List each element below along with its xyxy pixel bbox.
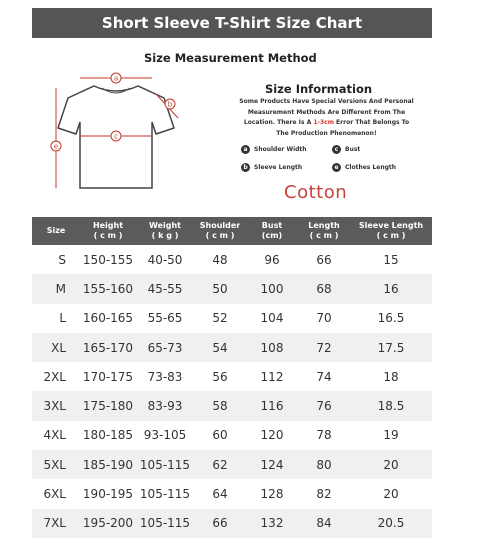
table-cell: 62	[212, 457, 228, 472]
column-header: Height ( c m )	[92, 221, 124, 240]
size-cell: 2XL	[43, 369, 66, 384]
table-cell: 74	[316, 369, 332, 384]
table-cell: 105-115	[139, 516, 191, 531]
table-cell: 20.5	[377, 516, 405, 531]
table-cell: 116	[260, 399, 284, 414]
table-header	[32, 217, 432, 245]
table-row	[32, 509, 432, 538]
legend-sleeve: b Sleeve Length	[241, 163, 302, 172]
table-cell: 18.5	[377, 399, 405, 414]
table-cell: 78	[316, 428, 332, 443]
table-cell: 104	[260, 311, 284, 326]
table-cell: 150-155	[82, 252, 134, 267]
size-cell: L	[59, 311, 66, 326]
label-c: c	[114, 132, 118, 141]
table-body	[32, 245, 432, 538]
table-cell: 66	[316, 252, 332, 267]
column-header: Length ( c m )	[308, 221, 340, 240]
table-cell: 55-65	[147, 311, 183, 326]
size-table	[32, 217, 432, 538]
table-cell: 132	[260, 516, 284, 531]
table-cell: 56	[212, 369, 228, 384]
table-cell: 128	[260, 487, 284, 502]
legend-b-icon: b	[241, 163, 250, 172]
table-row	[32, 245, 432, 274]
table-cell: 66	[212, 516, 228, 531]
table-cell: 72	[316, 340, 332, 355]
table-cell: 48	[212, 252, 228, 267]
table-cell: 185-190	[82, 457, 134, 472]
table-cell: 105-115	[139, 457, 191, 472]
size-cell: 7XL	[43, 516, 66, 531]
table-cell: 18	[383, 369, 399, 384]
size-cell: 5XL	[43, 457, 66, 472]
legend-bust: c Bust	[332, 145, 360, 154]
method-title: Size Measurement Method	[144, 51, 317, 65]
table-cell: 73-83	[147, 369, 183, 384]
table-cell: 58	[212, 399, 228, 414]
table-cell: 100	[260, 281, 284, 296]
size-cell: S	[58, 252, 66, 267]
legend-shoulder: a Shoulder Width	[241, 145, 307, 154]
table-cell: 16	[383, 281, 399, 296]
legend-length: e Clothes Length	[332, 163, 396, 172]
table-cell: 83-93	[147, 399, 183, 414]
table-cell: 16.5	[377, 311, 405, 326]
table-row	[32, 421, 432, 450]
table-cell: 80	[316, 457, 332, 472]
size-cell: 4XL	[43, 428, 66, 443]
legend-c-icon: c	[332, 145, 341, 154]
table-row	[32, 274, 432, 303]
table-cell: 15	[383, 252, 399, 267]
size-cell: 6XL	[43, 487, 66, 502]
table-cell: 155-160	[82, 281, 134, 296]
table-cell: 17.5	[377, 340, 405, 355]
table-cell: 165-170	[82, 340, 134, 355]
table-row	[32, 479, 432, 508]
error-range: 1-3cm	[313, 119, 334, 126]
material-label: Cotton	[284, 182, 348, 203]
table-cell: 65-73	[147, 340, 183, 355]
info-title: Size Information	[265, 82, 373, 96]
table-cell: 93-105	[143, 428, 187, 443]
table-cell: 82	[316, 487, 332, 502]
chart-title: Short Sleeve T-Shirt Size Chart	[32, 8, 432, 38]
column-header: Bust (cm)	[261, 221, 283, 240]
legend-e-icon: e	[332, 163, 341, 172]
table-row	[32, 362, 432, 391]
legend-a-icon: a	[241, 145, 250, 154]
table-cell: 175-180	[82, 399, 134, 414]
table-cell: 170-175	[82, 369, 134, 384]
table-cell: 45-55	[147, 281, 183, 296]
table-cell: 50	[212, 281, 228, 296]
table-cell: 190-195	[82, 487, 134, 502]
table-cell: 105-115	[139, 487, 191, 502]
table-cell: 52	[212, 311, 228, 326]
table-row	[32, 391, 432, 420]
column-header: Size	[46, 226, 66, 235]
table-cell: 108	[260, 340, 284, 355]
size-chart-card	[32, 8, 432, 541]
table-cell: 160-165	[82, 311, 134, 326]
table-cell: 76	[316, 399, 332, 414]
table-cell: 112	[260, 369, 284, 384]
table-cell: 54	[212, 340, 228, 355]
table-cell: 68	[316, 281, 332, 296]
size-cell: 3XL	[43, 399, 66, 414]
label-b: b	[167, 100, 173, 109]
label-a: a	[113, 74, 119, 83]
table-cell: 19	[383, 428, 399, 443]
table-cell: 64	[212, 487, 228, 502]
table-cell: 60	[212, 428, 228, 443]
table-cell: 180-185	[82, 428, 134, 443]
table-row	[32, 304, 432, 333]
table-cell: 96	[264, 252, 280, 267]
table-row	[32, 333, 432, 362]
table-cell: 40-50	[147, 252, 183, 267]
table-cell: 70	[316, 311, 332, 326]
table-cell: 20	[383, 457, 399, 472]
label-e: e	[53, 142, 59, 151]
tshirt-diagram-icon	[46, 68, 186, 198]
info-text: Some Products Have Special Versions And Personal Measurement Methods Are Different From The Location. There Is A 1-3cm Error That Belongs To The Production Phenomenon!	[239, 98, 414, 137]
table-cell: 124	[260, 457, 284, 472]
table-row	[32, 450, 432, 479]
table-cell: 84	[316, 516, 332, 531]
table-cell: 20	[383, 487, 399, 502]
column-header: Shoulder ( c m )	[199, 221, 241, 240]
size-cell: M	[55, 281, 66, 296]
table-cell: 120	[260, 428, 284, 443]
size-cell: XL	[51, 340, 66, 355]
column-header: Weight ( k g )	[149, 221, 181, 240]
column-header: Sleeve Length ( c m )	[358, 221, 424, 240]
table-cell: 195-200	[82, 516, 134, 531]
